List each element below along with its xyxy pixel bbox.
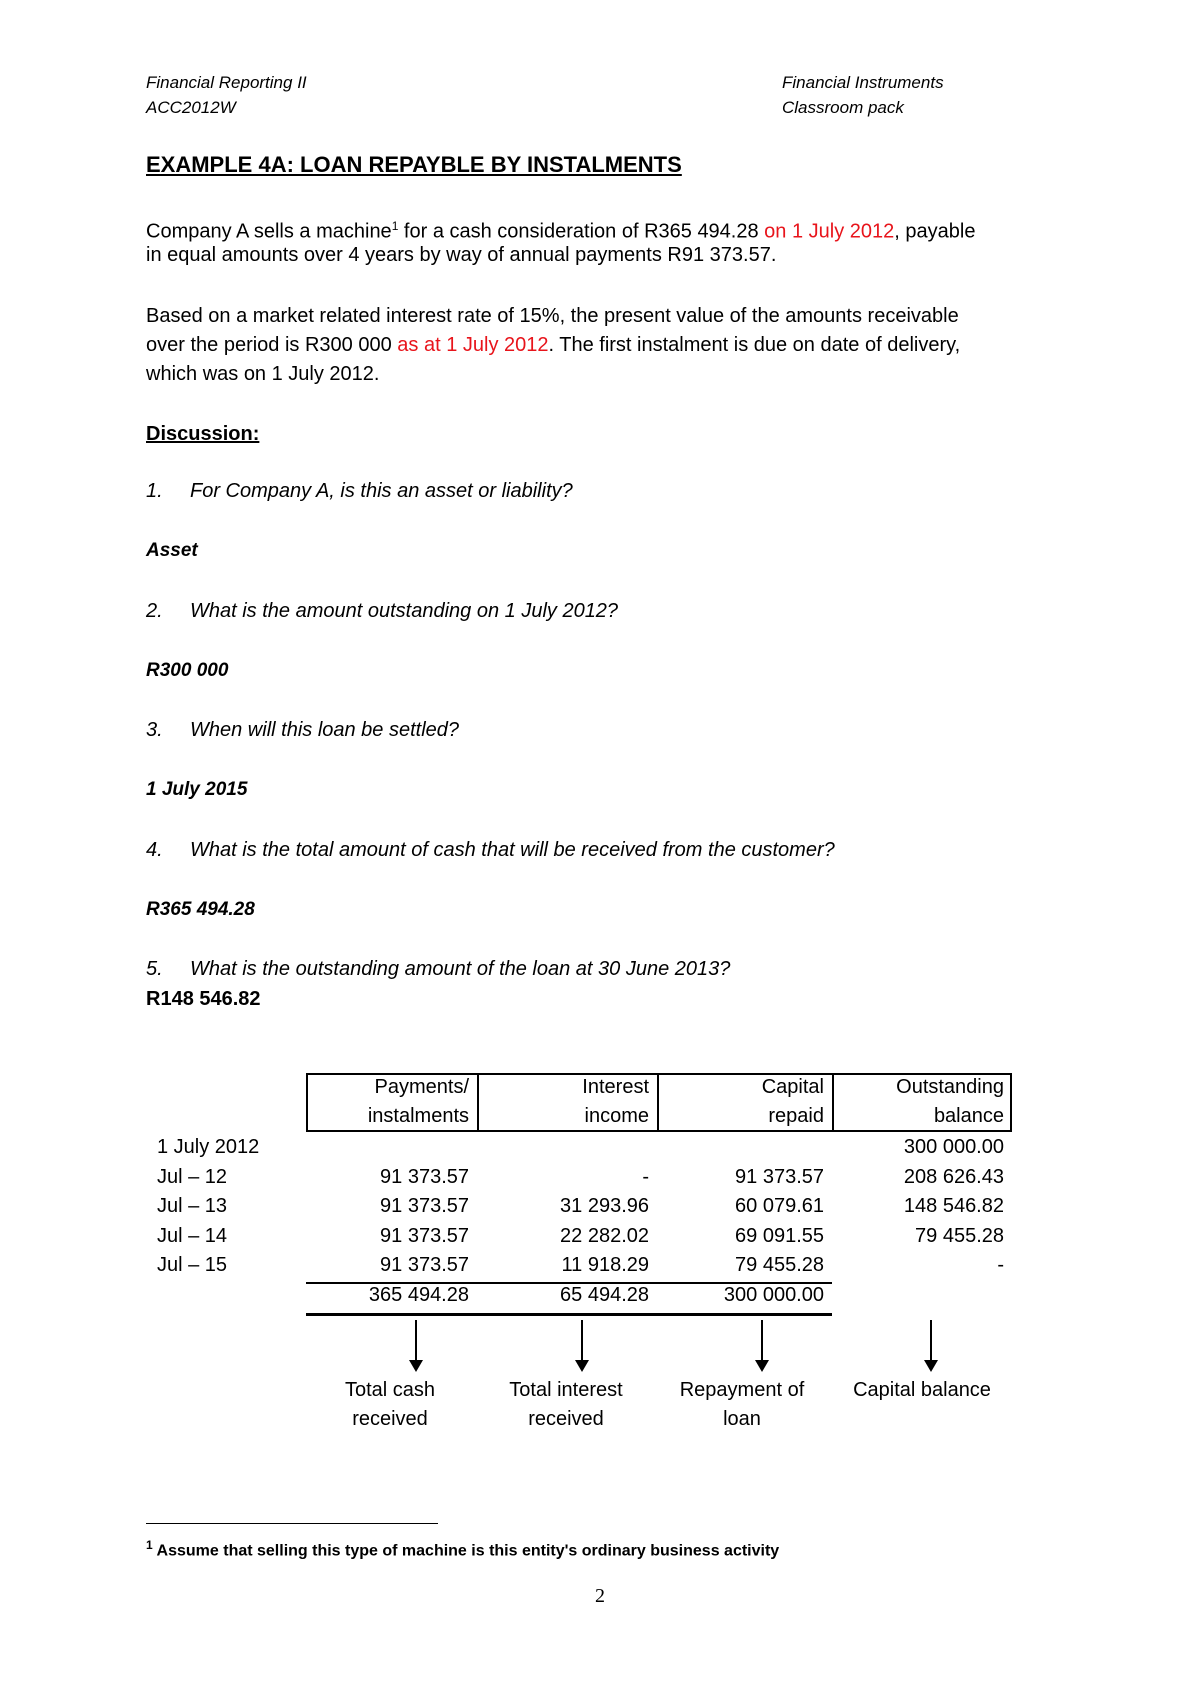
page-number: 2 — [595, 1585, 605, 1607]
cell-payment: 91 373.57 — [380, 1166, 469, 1188]
highlight-date: on 1 July 2012 — [764, 220, 895, 243]
header-course-code: ACC2012W — [146, 98, 236, 117]
arrow-label-total-cash: Total cash received — [344, 1379, 436, 1430]
question-2: What is the amount outstanding on 1 July 2012? — [190, 600, 619, 622]
col-header-balance: balance — [933, 1105, 1004, 1127]
arrow-down-icon — [581, 1320, 583, 1362]
total-interest: 65 494.28 — [560, 1284, 649, 1306]
cell-balance: 148 546.82 — [903, 1195, 1004, 1217]
total-payments: 365 494.28 — [368, 1284, 469, 1306]
col-header-interest: Interest — [582, 1076, 649, 1098]
footnote-separator — [146, 1523, 438, 1524]
col-header-capital: Capital — [761, 1076, 824, 1098]
paragraph-2-line-1: Based on a market related interest rate of 15%, the present value of the amounts receivable — [146, 305, 959, 327]
cell-capital: 91 373.57 — [735, 1166, 824, 1188]
cell-payment: 91 373.57 — [380, 1195, 469, 1217]
arrow-down-icon — [415, 1320, 417, 1362]
footnote-ref: 1 — [391, 219, 399, 233]
arrow-label-repayment: Repayment of loan — [679, 1379, 805, 1430]
arrow-head-icon — [575, 1360, 589, 1372]
arrow-head-icon — [924, 1360, 938, 1372]
arrow-head-icon — [409, 1360, 423, 1372]
header-pack: Classroom pack — [782, 98, 904, 117]
footnote-marker: 1 — [146, 1538, 153, 1552]
paragraph-1-line-1: Company A sells a machine$^1$ for a cash consideration of R365 494.28 on 1 July 2012, payable — [146, 219, 976, 243]
example-title: EXAMPLE 4A: LOAN REPAYBLE BY INSTALMENTS — [146, 152, 682, 177]
total-capital: 300 000.00 — [723, 1284, 824, 1306]
answer-3: 1 July 2015 — [146, 779, 248, 800]
cell-balance: - — [997, 1254, 1004, 1276]
question-3: When will this loan be settled? — [190, 719, 460, 741]
question-4-number: 4. — [146, 839, 163, 861]
footnote: $^1$ Assume that selling this type of machine is this entity's ordinary business activity — [146, 1538, 780, 1560]
paragraph-2-line-3: which was on 1 July 2012. — [146, 363, 380, 385]
answer-5: R148 546.82 — [146, 988, 261, 1010]
arrow-head-icon — [755, 1360, 769, 1372]
arrow-down-icon — [930, 1320, 932, 1362]
cell-interest: 22 282.02 — [560, 1225, 649, 1247]
row-label: Jul – 12 — [157, 1166, 228, 1188]
answer-2: R300 000 — [146, 660, 229, 681]
arrow-down-icon — [761, 1320, 763, 1362]
row-label: 1 July 2012 — [157, 1136, 260, 1158]
cell-payment: 91 373.57 — [380, 1254, 469, 1276]
question-5: What is the outstanding amount of the loan at 30 June 2013? — [190, 958, 731, 980]
paragraph-1-line-2: in equal amounts over 4 years by way of annual payments R91 373.57. — [146, 244, 777, 266]
col-header-payments: instalments — [367, 1105, 469, 1127]
answer-4: R365 494.28 — [146, 899, 255, 920]
cell-interest: - — [642, 1166, 649, 1188]
question-2-number: 2. — [146, 600, 163, 622]
discussion-heading: Discussion: — [146, 423, 260, 445]
header-topic: Financial Instruments — [782, 73, 944, 92]
col-header-interest: income — [584, 1105, 649, 1127]
paragraph-2-line-2: over the period is R300 000 as at 1 July 2012. The first instalment is due on date of delivery, — [146, 334, 961, 356]
col-header-payments: Payments/ — [374, 1076, 469, 1098]
row-label: Jul – 15 — [157, 1254, 228, 1276]
cell-interest: 11 918.29 — [561, 1254, 649, 1276]
col-header-capital: repaid — [768, 1105, 824, 1127]
col-header-balance: Outstanding — [896, 1076, 1004, 1098]
question-4: What is the total amount of cash that will be received from the customer? — [190, 839, 835, 861]
cell-balance: 208 626.43 — [903, 1166, 1004, 1188]
answer-1: Asset — [146, 540, 198, 561]
totals-bottom-rule — [306, 1313, 832, 1316]
question-3-number: 3. — [146, 719, 163, 741]
cell-capital: 60 079.61 — [735, 1195, 824, 1217]
cell-payment: 91 373.57 — [380, 1225, 469, 1247]
cell-balance: 300 000.00 — [903, 1136, 1004, 1158]
question-5-number: 5. — [146, 958, 163, 980]
question-1-number: 1. — [146, 480, 163, 502]
question-1: For Company A, is this an asset or liability? — [190, 480, 573, 502]
cell-capital: 69 091.55 — [735, 1225, 824, 1247]
cell-balance: 79 455.28 — [915, 1225, 1004, 1247]
arrow-label-total-interest: Total interest received — [509, 1379, 623, 1430]
cell-interest: 31 293.96 — [560, 1195, 649, 1217]
cell-capital: 79 455.28 — [735, 1254, 824, 1276]
row-label: Jul – 13 — [157, 1195, 228, 1217]
row-label: Jul – 14 — [157, 1225, 228, 1247]
arrow-label-capital-balance: Capital balance — [853, 1379, 991, 1401]
highlight-date: as at 1 July 2012 — [397, 334, 549, 356]
header-course-title: Financial Reporting II — [146, 73, 307, 92]
